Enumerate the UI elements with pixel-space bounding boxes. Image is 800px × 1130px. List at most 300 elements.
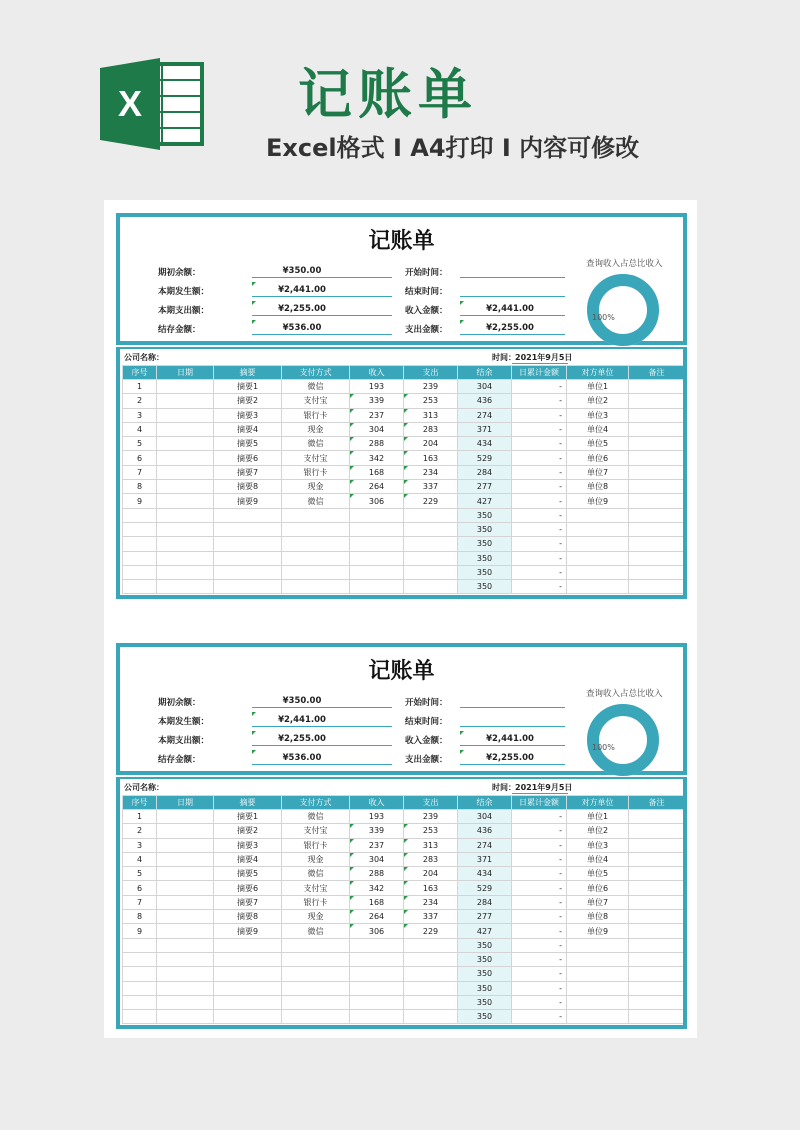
table-cell[interactable]: 350 — [458, 981, 512, 995]
table-cell[interactable]: 350 — [458, 537, 512, 551]
table-cell[interactable]: 350 — [458, 967, 512, 981]
table-cell[interactable]: - — [512, 565, 567, 579]
table-cell[interactable]: 9 — [123, 494, 157, 508]
table-cell[interactable] — [629, 881, 685, 895]
table-cell[interactable] — [157, 537, 214, 551]
table-cell[interactable]: 342 — [350, 881, 404, 895]
table-cell[interactable]: 350 — [458, 551, 512, 565]
table-cell[interactable] — [123, 967, 157, 981]
table-cell[interactable]: 277 — [458, 910, 512, 924]
table-cell[interactable] — [282, 1010, 350, 1024]
table-cell[interactable]: - — [512, 537, 567, 551]
table-cell[interactable]: 350 — [458, 938, 512, 952]
table-cell[interactable] — [123, 565, 157, 579]
table-cell[interactable] — [629, 895, 685, 909]
table-cell[interactable] — [404, 981, 458, 995]
table-cell[interactable]: - — [512, 881, 567, 895]
table-cell[interactable] — [214, 995, 282, 1009]
table-cell[interactable] — [404, 967, 458, 981]
table-cell[interactable]: 288 — [350, 437, 404, 451]
table-cell[interactable] — [123, 995, 157, 1009]
table-cell[interactable] — [629, 967, 685, 981]
table-cell[interactable] — [214, 967, 282, 981]
table-cell[interactable] — [157, 437, 214, 451]
table-cell[interactable] — [123, 952, 157, 966]
table-cell[interactable] — [123, 551, 157, 565]
table-cell[interactable]: 单位2 — [567, 394, 629, 408]
table-cell[interactable] — [157, 952, 214, 966]
table-cell[interactable]: 371 — [458, 852, 512, 866]
table-cell[interactable]: 摘要3 — [214, 838, 282, 852]
table-cell[interactable]: - — [512, 422, 567, 436]
table-cell[interactable]: 4 — [123, 852, 157, 866]
table-cell[interactable] — [282, 508, 350, 522]
table-cell[interactable] — [404, 522, 458, 536]
field-value[interactable]: ¥2,441.00 — [486, 734, 534, 744]
table-cell[interactable]: 337 — [404, 480, 458, 494]
table-cell[interactable] — [214, 952, 282, 966]
table-cell[interactable]: 摘要9 — [214, 924, 282, 938]
table-cell[interactable] — [404, 508, 458, 522]
table-cell[interactable]: 支付宝 — [282, 451, 350, 465]
table-cell[interactable]: 摘要1 — [214, 380, 282, 394]
table-cell[interactable] — [629, 867, 685, 881]
table-cell[interactable] — [629, 565, 685, 579]
table-cell[interactable] — [629, 810, 685, 824]
table-cell[interactable] — [282, 995, 350, 1009]
table-cell[interactable]: - — [512, 408, 567, 422]
table-cell[interactable] — [629, 451, 685, 465]
table-cell[interactable]: 单位8 — [567, 910, 629, 924]
table-cell[interactable]: 单位4 — [567, 852, 629, 866]
table-cell[interactable] — [157, 580, 214, 594]
table-cell[interactable] — [629, 580, 685, 594]
table-cell[interactable] — [282, 952, 350, 966]
table-cell[interactable]: - — [512, 838, 567, 852]
table-cell[interactable] — [629, 537, 685, 551]
table-cell[interactable]: 264 — [350, 480, 404, 494]
table-cell[interactable]: - — [512, 981, 567, 995]
table-cell[interactable]: 摘要5 — [214, 867, 282, 881]
table-cell[interactable]: 7 — [123, 465, 157, 479]
table-cell[interactable] — [157, 967, 214, 981]
table-cell[interactable]: 342 — [350, 451, 404, 465]
table-cell[interactable]: 微信 — [282, 494, 350, 508]
table-cell[interactable]: 288 — [350, 867, 404, 881]
table-cell[interactable]: 234 — [404, 465, 458, 479]
table-cell[interactable] — [157, 867, 214, 881]
table-cell[interactable] — [157, 451, 214, 465]
table-cell[interactable]: 5 — [123, 437, 157, 451]
table-cell[interactable]: 306 — [350, 494, 404, 508]
table-cell[interactable]: 350 — [458, 995, 512, 1009]
table-cell[interactable]: 234 — [404, 895, 458, 909]
table-cell[interactable]: 银行卡 — [282, 895, 350, 909]
table-cell[interactable]: 436 — [458, 824, 512, 838]
table-cell[interactable] — [214, 580, 282, 594]
table-cell[interactable] — [157, 522, 214, 536]
table-cell[interactable] — [123, 537, 157, 551]
field-value[interactable]: ¥2,255.00 — [278, 734, 326, 744]
table-cell[interactable] — [629, 408, 685, 422]
table-cell[interactable]: 微信 — [282, 810, 350, 824]
table-cell[interactable] — [350, 522, 404, 536]
table-cell[interactable] — [123, 522, 157, 536]
table-cell[interactable] — [282, 967, 350, 981]
table-cell[interactable] — [404, 1010, 458, 1024]
table-cell[interactable]: - — [512, 924, 567, 938]
field-value[interactable]: ¥536.00 — [282, 753, 322, 763]
table-cell[interactable] — [157, 422, 214, 436]
table-cell[interactable] — [214, 1010, 282, 1024]
table-cell[interactable]: 摘要7 — [214, 895, 282, 909]
table-cell[interactable]: - — [512, 995, 567, 1009]
table-cell[interactable] — [629, 910, 685, 924]
table-cell[interactable] — [629, 380, 685, 394]
table-cell[interactable] — [350, 938, 404, 952]
table-cell[interactable]: 摘要6 — [214, 451, 282, 465]
table-cell[interactable] — [404, 938, 458, 952]
table-cell[interactable] — [629, 465, 685, 479]
table-cell[interactable] — [629, 952, 685, 966]
table-cell[interactable]: - — [512, 867, 567, 881]
table-cell[interactable]: 摘要4 — [214, 422, 282, 436]
table-cell[interactable]: 7 — [123, 895, 157, 909]
table-cell[interactable] — [404, 952, 458, 966]
table-cell[interactable] — [567, 537, 629, 551]
table-cell[interactable]: 摘要2 — [214, 824, 282, 838]
table-cell[interactable]: 350 — [458, 565, 512, 579]
table-cell[interactable]: - — [512, 494, 567, 508]
table-cell[interactable]: - — [512, 480, 567, 494]
table-cell[interactable] — [157, 881, 214, 895]
table-cell[interactable] — [350, 952, 404, 966]
table-cell[interactable]: 摘要9 — [214, 494, 282, 508]
table-cell[interactable]: 163 — [404, 881, 458, 895]
table-cell[interactable]: 摘要1 — [214, 810, 282, 824]
table-cell[interactable]: - — [512, 824, 567, 838]
table-cell[interactable]: 350 — [458, 522, 512, 536]
table-cell[interactable] — [157, 465, 214, 479]
table-cell[interactable]: 304 — [458, 810, 512, 824]
table-cell[interactable]: 微信 — [282, 867, 350, 881]
table-cell[interactable]: 支付宝 — [282, 394, 350, 408]
table-cell[interactable] — [157, 1010, 214, 1024]
table-cell[interactable]: 单位5 — [567, 437, 629, 451]
table-cell[interactable]: 168 — [350, 465, 404, 479]
table-cell[interactable]: 350 — [458, 952, 512, 966]
table-cell[interactable]: 单位7 — [567, 465, 629, 479]
table-cell[interactable]: 单位3 — [567, 838, 629, 852]
table-cell[interactable]: 264 — [350, 910, 404, 924]
table-cell[interactable]: 摘要5 — [214, 437, 282, 451]
table-cell[interactable] — [123, 981, 157, 995]
table-cell[interactable]: 427 — [458, 924, 512, 938]
table-cell[interactable] — [567, 967, 629, 981]
table-cell[interactable] — [123, 1010, 157, 1024]
table-cell[interactable]: 单位4 — [567, 422, 629, 436]
table-cell[interactable]: 350 — [458, 580, 512, 594]
table-cell[interactable] — [629, 522, 685, 536]
table-cell[interactable] — [214, 537, 282, 551]
table-cell[interactable] — [629, 852, 685, 866]
table-cell[interactable] — [567, 952, 629, 966]
table-cell[interactable]: 434 — [458, 437, 512, 451]
table-cell[interactable] — [350, 1010, 404, 1024]
field-value[interactable]: ¥2,255.00 — [486, 753, 534, 763]
field-value[interactable]: ¥350.00 — [282, 696, 322, 706]
table-cell[interactable] — [214, 551, 282, 565]
table-cell[interactable]: - — [512, 380, 567, 394]
table-cell[interactable] — [629, 480, 685, 494]
table-cell[interactable] — [629, 437, 685, 451]
table-cell[interactable] — [567, 565, 629, 579]
table-cell[interactable] — [350, 551, 404, 565]
table-cell[interactable]: 单位5 — [567, 867, 629, 881]
table-cell[interactable] — [629, 938, 685, 952]
table-cell[interactable]: - — [512, 852, 567, 866]
table-cell[interactable]: 摘要2 — [214, 394, 282, 408]
table-cell[interactable] — [567, 580, 629, 594]
table-cell[interactable]: 229 — [404, 494, 458, 508]
table-cell[interactable] — [404, 537, 458, 551]
table-cell[interactable]: 204 — [404, 437, 458, 451]
table-cell[interactable] — [629, 838, 685, 852]
table-cell[interactable] — [629, 924, 685, 938]
table-cell[interactable]: 摘要3 — [214, 408, 282, 422]
table-cell[interactable] — [157, 981, 214, 995]
table-cell[interactable]: 8 — [123, 910, 157, 924]
table-cell[interactable]: 单位2 — [567, 824, 629, 838]
table-cell[interactable]: 436 — [458, 394, 512, 408]
table-cell[interactable] — [350, 995, 404, 1009]
table-cell[interactable]: 单位1 — [567, 810, 629, 824]
table-cell[interactable]: 1 — [123, 810, 157, 824]
table-cell[interactable]: 193 — [350, 380, 404, 394]
table-cell[interactable] — [629, 824, 685, 838]
table-cell[interactable]: 304 — [458, 380, 512, 394]
table-cell[interactable]: 摘要4 — [214, 852, 282, 866]
table-cell[interactable]: 现金 — [282, 910, 350, 924]
table-cell[interactable] — [350, 508, 404, 522]
table-cell[interactable] — [157, 910, 214, 924]
table-cell[interactable] — [157, 810, 214, 824]
table-cell[interactable] — [157, 508, 214, 522]
table-cell[interactable]: 单位1 — [567, 380, 629, 394]
table-cell[interactable]: 单位9 — [567, 494, 629, 508]
table-cell[interactable] — [282, 522, 350, 536]
table-cell[interactable]: 337 — [404, 910, 458, 924]
table-cell[interactable]: 283 — [404, 422, 458, 436]
table-cell[interactable]: 单位8 — [567, 480, 629, 494]
table-cell[interactable] — [157, 838, 214, 852]
table-cell[interactable]: 2 — [123, 824, 157, 838]
field-value[interactable]: ¥536.00 — [282, 323, 322, 333]
table-cell[interactable]: 193 — [350, 810, 404, 824]
table-cell[interactable]: 313 — [404, 408, 458, 422]
table-cell[interactable]: 239 — [404, 810, 458, 824]
table-cell[interactable]: 529 — [458, 451, 512, 465]
table-cell[interactable] — [157, 852, 214, 866]
table-cell[interactable] — [214, 938, 282, 952]
field-value[interactable]: ¥350.00 — [282, 266, 322, 276]
table-cell[interactable]: - — [512, 551, 567, 565]
table-cell[interactable] — [404, 995, 458, 1009]
table-cell[interactable]: 微信 — [282, 924, 350, 938]
table-cell[interactable] — [282, 938, 350, 952]
table-cell[interactable]: 284 — [458, 895, 512, 909]
table-cell[interactable] — [157, 394, 214, 408]
table-cell[interactable]: 现金 — [282, 422, 350, 436]
table-cell[interactable] — [629, 422, 685, 436]
table-cell[interactable]: - — [512, 952, 567, 966]
table-cell[interactable] — [282, 565, 350, 579]
table-cell[interactable]: 253 — [404, 394, 458, 408]
time-value[interactable]: 2021年9月5日 — [515, 783, 573, 792]
table-cell[interactable] — [404, 565, 458, 579]
table-cell[interactable] — [214, 508, 282, 522]
field-value[interactable]: ¥2,441.00 — [278, 285, 326, 295]
table-cell[interactable] — [157, 494, 214, 508]
table-cell[interactable]: 237 — [350, 408, 404, 422]
table-cell[interactable] — [157, 551, 214, 565]
table-cell[interactable] — [214, 981, 282, 995]
table-cell[interactable] — [350, 537, 404, 551]
table-cell[interactable]: 现金 — [282, 480, 350, 494]
table-cell[interactable] — [350, 967, 404, 981]
table-cell[interactable]: - — [512, 580, 567, 594]
table-cell[interactable]: - — [512, 465, 567, 479]
table-cell[interactable]: 350 — [458, 1010, 512, 1024]
table-cell[interactable] — [629, 508, 685, 522]
table-cell[interactable]: 银行卡 — [282, 408, 350, 422]
table-cell[interactable]: 274 — [458, 838, 512, 852]
table-cell[interactable]: 6 — [123, 451, 157, 465]
table-cell[interactable]: 单位9 — [567, 924, 629, 938]
table-cell[interactable]: - — [512, 437, 567, 451]
table-cell[interactable]: 253 — [404, 824, 458, 838]
table-cell[interactable] — [157, 895, 214, 909]
table-cell[interactable]: 277 — [458, 480, 512, 494]
table-cell[interactable]: 单位7 — [567, 895, 629, 909]
table-cell[interactable] — [157, 565, 214, 579]
table-cell[interactable]: - — [512, 394, 567, 408]
table-cell[interactable]: 微信 — [282, 437, 350, 451]
table-cell[interactable] — [629, 551, 685, 565]
table-cell[interactable]: 摘要8 — [214, 480, 282, 494]
table-cell[interactable]: - — [512, 967, 567, 981]
table-cell[interactable]: - — [512, 895, 567, 909]
table-cell[interactable]: 239 — [404, 380, 458, 394]
table-cell[interactable]: 8 — [123, 480, 157, 494]
table-cell[interactable]: - — [512, 1010, 567, 1024]
table-cell[interactable]: 摘要8 — [214, 910, 282, 924]
table-cell[interactable]: 3 — [123, 838, 157, 852]
table-cell[interactable] — [157, 480, 214, 494]
table-cell[interactable]: 306 — [350, 924, 404, 938]
field-value[interactable]: ¥2,441.00 — [278, 715, 326, 725]
table-cell[interactable]: 229 — [404, 924, 458, 938]
table-cell[interactable]: 现金 — [282, 852, 350, 866]
table-cell[interactable]: 204 — [404, 867, 458, 881]
table-cell[interactable]: - — [512, 910, 567, 924]
table-cell[interactable] — [567, 995, 629, 1009]
table-cell[interactable]: 3 — [123, 408, 157, 422]
table-cell[interactable] — [567, 508, 629, 522]
table-cell[interactable]: 摘要7 — [214, 465, 282, 479]
table-cell[interactable]: 237 — [350, 838, 404, 852]
table-cell[interactable]: 微信 — [282, 380, 350, 394]
table-cell[interactable]: 283 — [404, 852, 458, 866]
table-cell[interactable] — [629, 981, 685, 995]
table-cell[interactable] — [350, 565, 404, 579]
table-cell[interactable]: 支付宝 — [282, 824, 350, 838]
table-cell[interactable] — [123, 508, 157, 522]
table-cell[interactable]: - — [512, 508, 567, 522]
table-cell[interactable]: 304 — [350, 852, 404, 866]
table-cell[interactable]: 1 — [123, 380, 157, 394]
table-cell[interactable] — [214, 565, 282, 579]
table-cell[interactable] — [350, 981, 404, 995]
table-cell[interactable]: 339 — [350, 394, 404, 408]
table-cell[interactable]: 529 — [458, 881, 512, 895]
table-cell[interactable] — [157, 995, 214, 1009]
table-cell[interactable] — [123, 938, 157, 952]
table-cell[interactable]: 单位6 — [567, 881, 629, 895]
table-cell[interactable]: 339 — [350, 824, 404, 838]
table-cell[interactable]: 313 — [404, 838, 458, 852]
table-cell[interactable]: 371 — [458, 422, 512, 436]
table-cell[interactable]: - — [512, 451, 567, 465]
table-cell[interactable]: 274 — [458, 408, 512, 422]
table-cell[interactable] — [567, 551, 629, 565]
time-value[interactable]: 2021年9月5日 — [515, 353, 573, 362]
table-cell[interactable]: 银行卡 — [282, 465, 350, 479]
table-cell[interactable]: 银行卡 — [282, 838, 350, 852]
table-cell[interactable]: 单位3 — [567, 408, 629, 422]
table-cell[interactable] — [567, 522, 629, 536]
field-value[interactable]: ¥2,255.00 — [278, 304, 326, 314]
table-cell[interactable] — [282, 981, 350, 995]
table-cell[interactable]: 9 — [123, 924, 157, 938]
field-value[interactable]: ¥2,255.00 — [486, 323, 534, 333]
table-cell[interactable] — [282, 537, 350, 551]
table-cell[interactable]: 284 — [458, 465, 512, 479]
table-cell[interactable]: 304 — [350, 422, 404, 436]
table-cell[interactable] — [123, 580, 157, 594]
table-cell[interactable] — [567, 1010, 629, 1024]
table-cell[interactable]: 2 — [123, 394, 157, 408]
table-cell[interactable]: 摘要6 — [214, 881, 282, 895]
table-cell[interactable] — [629, 995, 685, 1009]
table-cell[interactable] — [157, 924, 214, 938]
table-cell[interactable]: 6 — [123, 881, 157, 895]
field-value[interactable]: ¥2,441.00 — [486, 304, 534, 314]
table-cell[interactable]: 350 — [458, 508, 512, 522]
table-cell[interactable] — [157, 408, 214, 422]
table-cell[interactable] — [350, 580, 404, 594]
table-cell[interactable] — [214, 522, 282, 536]
table-cell[interactable] — [567, 938, 629, 952]
table-cell[interactable] — [567, 981, 629, 995]
table-cell[interactable]: - — [512, 938, 567, 952]
table-cell[interactable]: - — [512, 810, 567, 824]
table-cell[interactable]: 5 — [123, 867, 157, 881]
table-cell[interactable] — [404, 580, 458, 594]
table-cell[interactable] — [629, 394, 685, 408]
table-cell[interactable]: 4 — [123, 422, 157, 436]
table-cell[interactable]: 168 — [350, 895, 404, 909]
